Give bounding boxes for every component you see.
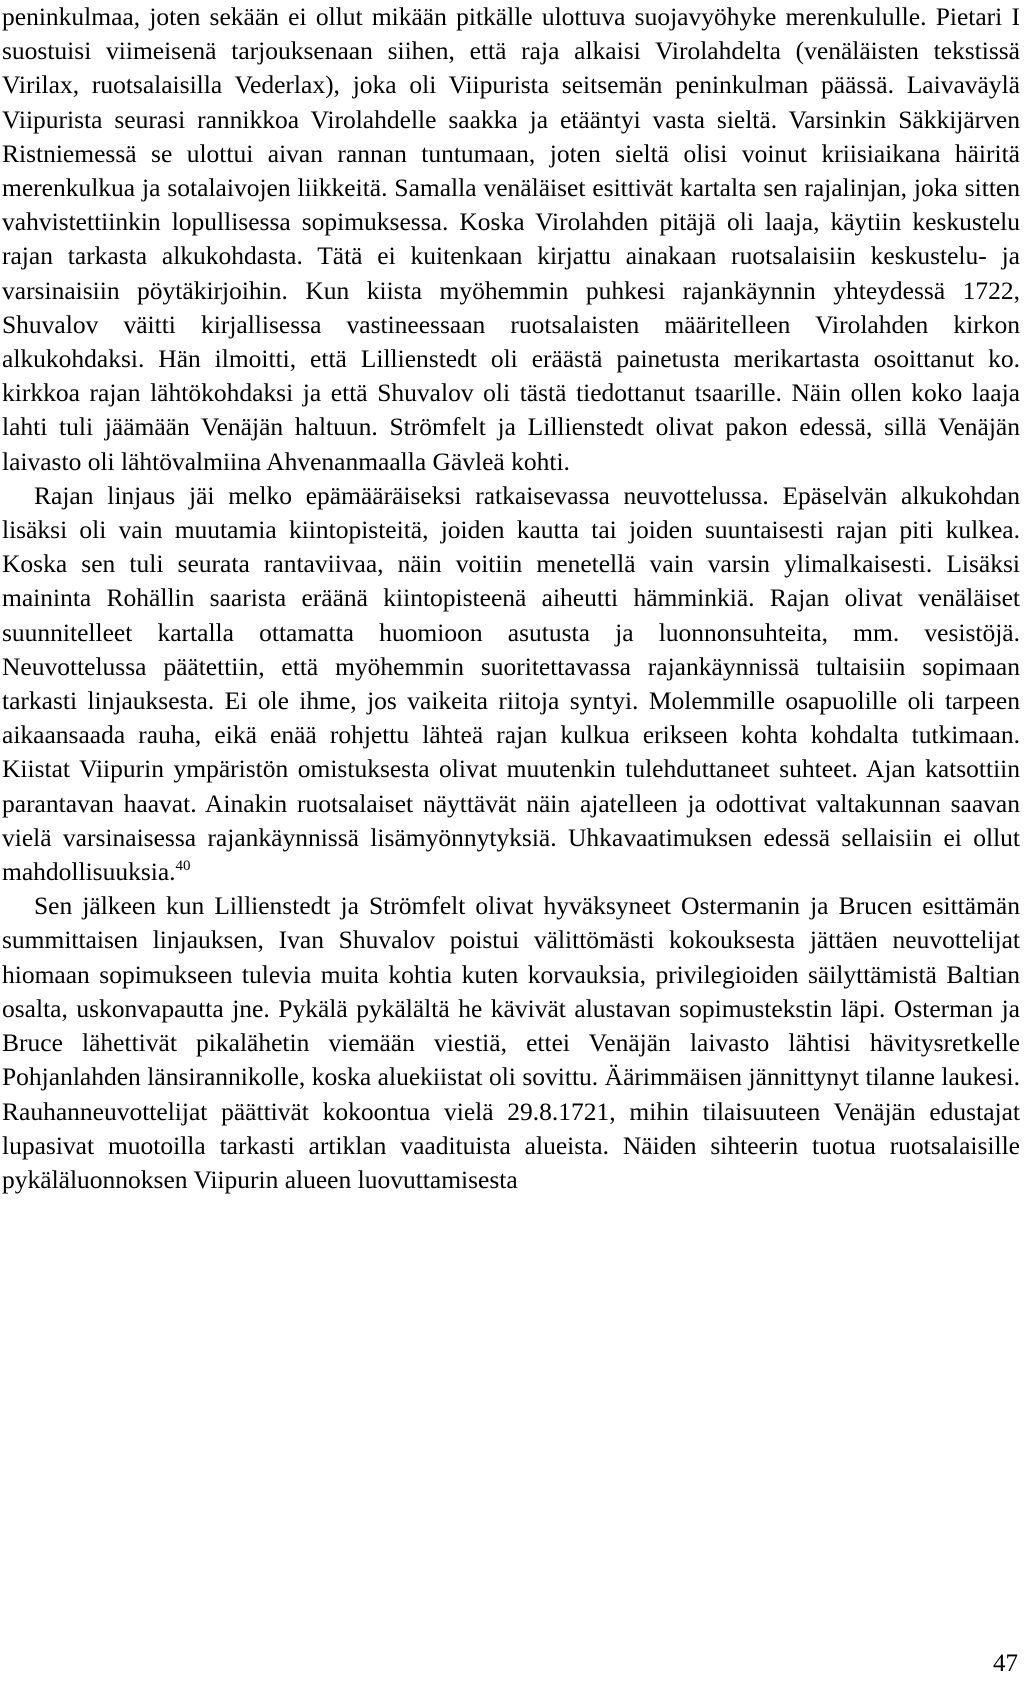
paragraph-3: Sen jälkeen kun Lillienstedt ja Strömfelt olivat hyväksyneet Ostermanin ja Brucen esittämän summittaisen linjauksen, Ivan Shuvalov poistui välittömästi kokouksesta jättäen neuvottelijat hiomaan sopimukseen tulevia muita kohtia kuten korvauksia, privilegioiden säilyttämistä Baltian osalta, uskonvapautta jne. Pykälä pykälältä he kävivät alustavan sopimustekstin läpi. Osterman ja Bruce lähettivät pikalähetin viemään viestiä, ettei Venäjän laivasto lähtisi hävitysretkelle Pohjanlahden länsirannikolle, koska aluekiistat oli sovittu. Äärimmäisen jännittynyt tilanne laukesi. Rauhanneuvottelijat päättivät kokoontua vielä 29.8.1721, mihin tilaisuuteen Venäjän edustajat lupasivat muotoilla tarkasti artiklan vaadituista alueista. Näiden sihteerin tuotua ruotsalaisille pykäläluonnoksen Viipurin alueen luovuttamisesta (2, 891, 1020, 1194)
page-number: 47 (993, 1650, 1018, 1677)
paragraph-2 (2, 479, 1020, 889)
footnote-marker: 40 (175, 858, 191, 875)
body-text (2, 0, 1020, 1197)
paragraph-2-text: Rajan linjaus jäi melko epämääräiseksi ratkaisevassa neuvottelussa. Epäselvän alkukohdan lisäksi oli vain muutamia kiintopisteitä, joiden kautta tai joiden suuntaisesti rajan piti kulkea. Koska sen tuli seurata rantaviivaa, näin voitiin menetellä vain varsin ylimalkaisesti. Lisäksi maininta Rohällin saarista eräänä kiintopisteenä aiheutti hämminkiä. Rajan olivat venäläiset suunnitelleet kartalla ottamatta huomioon asutusta ja luonnonsuhteita, mm. vesistöjä. Neuvottelussa päätettiin, että myöhemmin suoritettavassa rajankäynnissä tultaisiin sopimaan tarkasti linjauksesta. Ei ole ihme, jos vaikeita riitoja syntyi. Molemmille osapuolille oli tarpeen aikaansaada rauha, eikä enää rohjettu lähteä rajan kulkua erikseen kohta kohdalta tutkimaan. Kiistat Viipurin ympäristön omistuksesta olivat muutenkin tulehduttaneet suhteet. Ajan katsottiin parantavan haavat. Ainakin ruotsalaiset näyttävät näin ajatelleen ja odottivat valtakunnan saavan vielä varsinaisessa rajankäynnissä lisämyönnytyksiä. Uhkavaatimuksen edessä sellaisiin ei ollut mahdollisuuksia. (2, 480, 1020, 887)
paragraph-1: peninkulmaa, joten sekään ei ollut mikään pitkälle ulottuva suojavyöhyke merenkululle. Pietari I suostuisi viimeisenä tarjouksenaan siihen, että raja alkaisi Virolahdelta (venäläisten tekstissä Virilax, ruotsalaisilla Vederlax), joka oli Viipurista seitsemän peninkulman päässä. Laivaväylä Viipurista seurasi rannikkoa Virolahdelle saakka ja etääntyi vasta sieltä. Varsinkin Säkkijärven Ristniemessä se ulottui aivan rannan tuntumaan, joten sieltä olisi voinut kriisiaikana häiritä merenkulkua ja sotalaivojen liikkeitä. Samalla venäläiset esittivät kartalta sen rajalinjan, joka sitten vahvistettiinkin lopullisessa sopimuksessa. Koska Virolahden pitäjä oli laaja, käytiin keskustelu rajan tarkasta alkukohdasta. Tätä ei kuitenkaan kirjattu ainakaan ruotsalaisiin keskustelu- ja varsinaisiin pöytäkirjoihin. Kun kiista myöhemmin puhkesi rajankäynnin yhteydessä 1722, Shuvalov väitti kirjallisessa vastineessaan ruotsalaisten määritelleen Virolahden kirkon alkukohdaksi. Hän ilmoitti, että Lillienstedt oli eräästä painetusta merikartasta osoittanut ko. kirkkoa rajan lähtökohdaksi ja että Shuvalov oli tästä tiedottanut tsaarille. Näin ollen koko laaja lahti tuli jäämään Venäjän haltuun. Strömfelt ja Lillienstedt olivat pakon edessä, sillä Venäjän laivasto oli lähtövalmiina Ahvenanmaalla Gävleä kohti. (2, 2, 1020, 476)
